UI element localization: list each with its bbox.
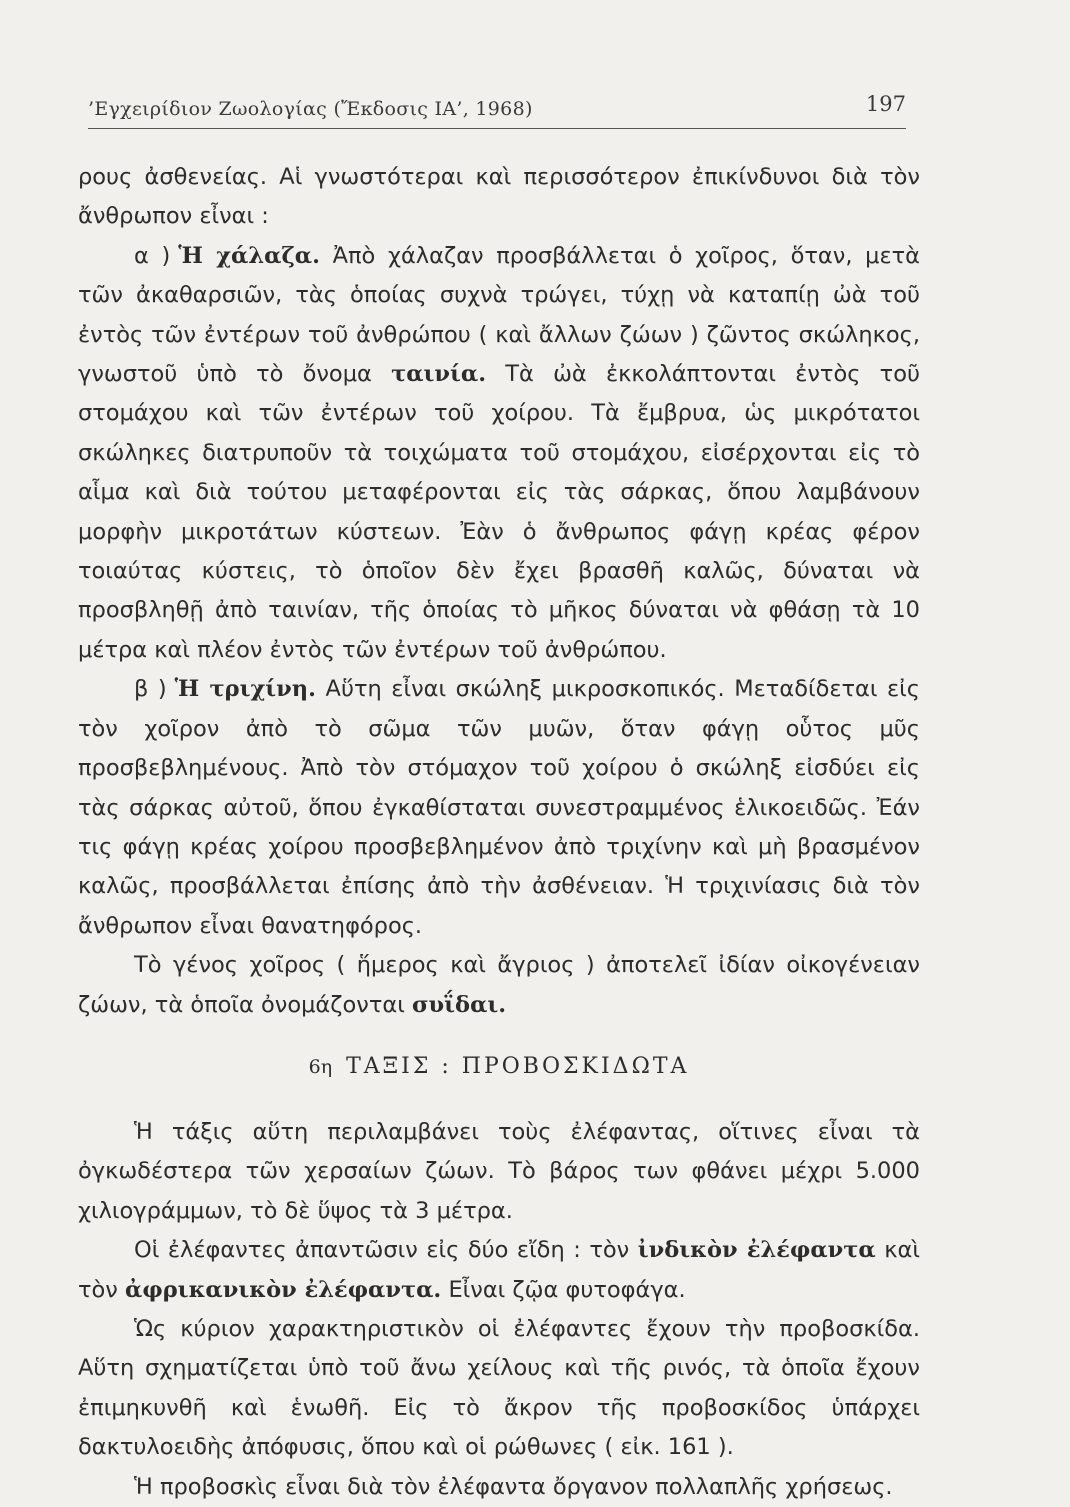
term-suidai: συΐδαι. — [411, 991, 507, 1018]
section-number: 6η — [308, 1055, 333, 1078]
chalaza-text-1: Ἀπὸ χάλαζαν προσβάλλεται ὁ χοῖρος, ὅταν, μετὰ τῶν ἀκαθαρσιῶν, τὰς ὁποίας συχνὰ τρώγει, τύχῃ νὰ καταπίῃ ὠὰ τοῦ ἐντὸς τῶν ἐντέρων τοῦ ἀνθρώπου ( καὶ ἄλλων ζώων ) ζῶντος σκώληκος, γνωστοῦ ὑπὸ τὸ ὄνομα — [78, 242, 921, 388]
term-tainia: ταινία. — [391, 361, 487, 388]
paragraph-continuation: ρους ἀσθενείας. Αἱ γνωστότεραι καὶ περισσότερον ἐπικίνδυνοι διὰ τὸν ἄνθρωπον εἶναι : — [78, 164, 920, 230]
book-title: ’Εγχειρίδιον Ζωολογίας (Ἔκδοσις ΙΑ’, 1968) — [88, 98, 533, 120]
species-text-3: Εἶναι ζῷα φυτοφάγα. — [448, 1276, 686, 1303]
paragraph-species — [78, 1231, 920, 1310]
paragraph-order: Ἡ τάξις αὕτη περιλαμβάνει τοὺς ἐλέφαντας, οἵτινες εἶναι τὰ ὀγκωδέστερα τῶν χερσαίων ζώων. Τὸ βάρος των φθάνει μέχρι 5.000 χιλιογράμμων, τὸ δὲ ὕψος τὰ 3 μέτρα. — [78, 1118, 920, 1224]
list-marker-a: α ) — [134, 242, 171, 269]
paragraph-genus — [78, 946, 920, 1025]
section-heading — [78, 1047, 920, 1087]
term-african-elephant: ἀφρικανικὸν ἐλέφαντα. — [125, 1276, 442, 1303]
species-text-1: Οἱ ἐλέφαντες ἀπαντῶσιν εἰς δύο εἴδη : τὸν — [134, 1237, 630, 1264]
paragraph-trunk: Ὡς κύριον χαρακτηριστικὸν οἱ ἐλέφαντες ἔχουν τὴν προβοσκίδα. Αὕτη σχηματίζεται ὑπὸ τοῦ ἄνω χείλους καὶ τῆς ρινός, τὰ ὁποῖα ἔχουν ἐπιμηκυνθῆ καὶ ἑνωθῆ. Εἰς τὸ ἄκρον τῆς προβοσκίδος ὑπάρχει δακτυλοειδὴς ἀπόφυσις, ὅπου καὶ οἱ ρώθωνες ( εἰκ. 161 ). — [78, 1315, 920, 1461]
paragraph-chalaza — [78, 237, 920, 670]
term-trichini: Ἡ τριχίνη. — [174, 676, 316, 703]
list-marker-b: β ) — [134, 676, 167, 703]
term-indian-elephant: ἰνδικὸν ἐλέφαντα — [637, 1237, 876, 1264]
genus-text: Τὸ γένος χοῖρος ( ἥμερος καὶ ἄγριος ) ἀποτελεῖ ἰδίαν οἰκογένειαν ζώων, τὰ ὁποῖα ὀνομάζονται — [78, 952, 920, 1018]
term-chalaza: Ἡ χάλαζα. — [178, 242, 320, 269]
section-title: ΤΑΞΙΣ : ΠΡΟΒΟΣΚΙΔΩΤΑ — [346, 1053, 690, 1079]
page-number: 197 — [865, 92, 906, 116]
running-head — [88, 92, 906, 132]
header-rule — [88, 128, 906, 129]
trichini-text: Αὕτη εἶναι σκώληξ μικροσκοπικός. Μεταδίδεται εἰς τὸν χοῖρον ἀπὸ τὸ σῶμα τῶν μυῶν, ὅταν φάγῃ οὗτος μῦς προσβεβλημένους. Ἀπὸ τὸν στόμαχον τοῦ χοίρου ὁ σκώληξ εἰσδύει εἰς τὰς σάρκας αὐτοῦ, ὅπου ἐγκαθίσταται συνεστραμμένος ἑλικοειδῶς. Ἐάν τις φάγῃ κρέας χοίρου προσβεβλημένον ἀπὸ τριχίνην καὶ μὴ βρασμένον καλῶς, προσβάλλεται ἐπίσης ἀπὸ τὴν ἀσθένειαν. Ἡ τριχινίασις διὰ τὸν ἄνθρωπον εἶναι θανατηφόρος. — [78, 676, 921, 939]
paragraph-trunk-use: Ἡ προβοσκὶς εἶναι διὰ τὸν ἐλέφαντα ὄργανον πολλαπλῆς χρήσεως. — [134, 1473, 893, 1500]
chalaza-text-2: Τὰ ὠὰ ἐκκολάπτονται ἐντὸς τοῦ στομάχου καὶ τῶν ἐντέρων τοῦ χοίρου. Τὰ ἔμβρυα, ὡς μικρότατοι σκώληκες διατρυποῦν τὰ τοιχώματα τοῦ στομάχου, εἰσέρχονται εἰς τὸ αἷμα καὶ διὰ τούτου μεταφέρονται εἰς τὰς σάρκας, ὅπου λαμβάνουν μορφὴν μικροτάτων κύστεων. Ἐὰν ὁ ἄνθρωπος φάγῃ κρέας φέρον τοιαύτας κύστεις, τὸ ὁποῖον δὲν ἔχει βρασθῆ καλῶς, δύναται νὰ προσβληθῇ ἀπὸ ταινίαν, τῆς ὁποίας τὸ μῆκος δύναται νὰ φθάσῃ τὰ 10 μέτρα καὶ πλέον ἐντὸς τῶν ἐντέρων τοῦ ἀνθρώπου. — [78, 361, 920, 663]
page-body — [78, 158, 920, 1507]
paragraph-trichini — [78, 670, 920, 946]
species-text-2: καὶ τὸν — [78, 1237, 920, 1303]
